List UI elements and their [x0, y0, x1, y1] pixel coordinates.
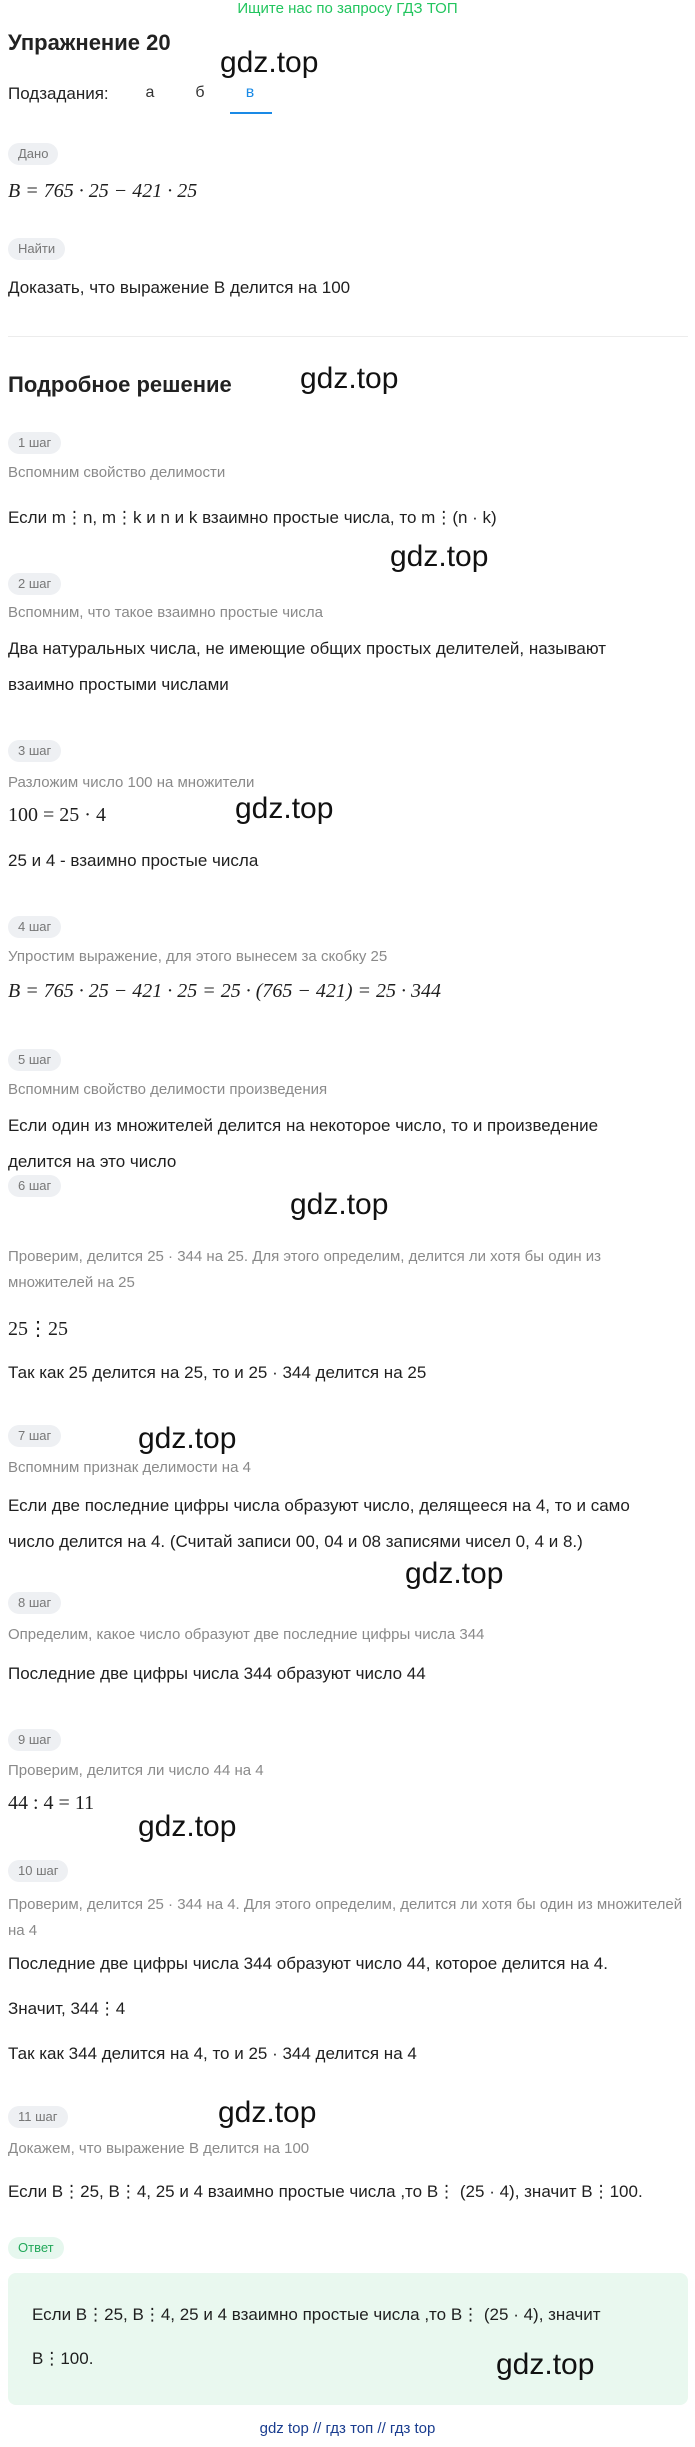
- tab-v[interactable]: в: [245, 84, 255, 101]
- find-badge: Найти: [8, 238, 65, 260]
- step-line: делится на это число: [8, 1152, 177, 1171]
- tab-a[interactable]: а: [145, 84, 155, 101]
- step-line: число делится на 4. (Считай записи 00, 04 и 08 записями чисел 0, 4 и 8.): [8, 1532, 583, 1551]
- given-badge: Дано: [8, 143, 58, 165]
- given-formula: B = 765 · 25 − 421 · 25: [8, 180, 198, 202]
- step-line: Если m⋮n, m⋮k и n и k взаимно простые числа, то m⋮(n · k): [8, 508, 497, 527]
- step-hint: Упростим выражение, для этого вынесем за скобку 25: [8, 948, 388, 965]
- step-formula: B = 765 · 25 − 421 · 25 = 25 · (765 − 421) = 25 · 344: [8, 980, 442, 1002]
- step-hint: Проверим, делится 25 · 344 на 25. Для этого определим, делится ли хотя бы один из множителей на 25: [8, 1248, 602, 1291]
- active-tab-indicator: [230, 112, 272, 114]
- solution-title: Подробное решение: [8, 372, 232, 397]
- step-line: 25 и 4 - взаимно простые числа: [8, 851, 259, 870]
- find-text: Доказать, что выражение B делится на 100: [8, 278, 351, 297]
- answer-box: [8, 2273, 688, 2405]
- answer-line: B⋮100.: [32, 2349, 94, 2368]
- divider: [8, 336, 688, 337]
- step-badge: 1 шаг: [8, 432, 61, 454]
- step-hint: Вспомним, что такое взаимно простые числа: [8, 604, 324, 621]
- page-title: Упражнение 20: [8, 30, 171, 55]
- watermark: gdz.top: [390, 540, 489, 573]
- step-hint: Вспомним свойство делимости произведения: [8, 1081, 328, 1098]
- watermark: gdz.top: [220, 46, 319, 79]
- step-badge: 6 шаг: [8, 1175, 61, 1197]
- watermark: gdz.top: [138, 1810, 237, 1843]
- step-badge: 10 шаг: [8, 1860, 68, 1882]
- tab-b[interactable]: б: [195, 84, 205, 101]
- step-badge: 8 шаг: [8, 1592, 61, 1614]
- step-hint: Вспомним признак делимости на 4: [8, 1459, 251, 1476]
- step-badge: 11 шаг: [8, 2106, 68, 2128]
- step-line: Если B⋮25, B⋮4, 25 и 4 взаимно простые числа ,то B⋮ (25 · 4), значит B⋮100.: [8, 2182, 643, 2201]
- step-hint: Вспомним свойство делимости: [8, 464, 226, 481]
- watermark: gdz.top: [405, 1557, 504, 1590]
- search-banner: Ищите нас по запросу ГДЗ ТОП: [237, 0, 458, 17]
- step-hint: Разложим число 100 на множители: [8, 774, 255, 791]
- step-hint: Определим, какое число образуют две последние цифры числа 344: [8, 1626, 485, 1643]
- watermark: gdz.top: [218, 2096, 317, 2129]
- subtask-tabs: [130, 80, 280, 116]
- watermark: gdz.top: [496, 2348, 595, 2381]
- watermark: gdz.top: [300, 362, 399, 395]
- watermark: gdz.top: [138, 1422, 237, 1455]
- step-line: Если один из множителей делится на некоторое число, то и произведение: [8, 1116, 599, 1135]
- step-line: Два натуральных числа, не имеющие общих простых делителей, называют: [8, 639, 606, 658]
- step-badge: 2 шаг: [8, 573, 61, 595]
- step-badge: 5 шаг: [8, 1049, 61, 1071]
- step-line: Последние две цифры числа 344 образуют число 44: [8, 1664, 426, 1683]
- step-badge: 3 шаг: [8, 740, 61, 762]
- watermark: gdz.top: [235, 792, 334, 825]
- step-hint: Докажем, что выражение B делится на 100: [8, 2140, 310, 2157]
- watermark: gdz.top: [290, 1188, 389, 1221]
- step-badge: 4 шаг: [8, 916, 61, 938]
- step-formula: 100 = 25 · 4: [8, 804, 106, 826]
- step-badge: 9 шаг: [8, 1729, 61, 1751]
- step-line: Если две последние цифры числа образуют число, делящееся на 4, то и само: [8, 1496, 630, 1515]
- step-hint: Проверим, делится 25 · 344 на 4. Для этого определим, делится ли хотя бы один из множителей на 4: [8, 1896, 683, 1939]
- step-formula: 44 : 4 = 11: [8, 1792, 95, 1814]
- subtasks-label: Подзадания:: [8, 84, 109, 103]
- step-line: Так как 25 делится на 25, то и 25 · 344 делится на 25: [8, 1363, 427, 1382]
- step-line: Значит, 344⋮4: [8, 1999, 126, 2018]
- step-formula: 25⋮25: [8, 1318, 68, 1340]
- footer-links: gdz top // гдз топ // гдз top: [259, 2420, 436, 2437]
- step-line: взаимно простыми числами: [8, 675, 229, 694]
- step-line: Последние две цифры числа 344 образуют число 44, которое делится на 4.: [8, 1954, 608, 1973]
- answer-badge: Ответ: [8, 2237, 64, 2259]
- step-badge: 7 шаг: [8, 1425, 61, 1447]
- step-hint: Проверим, делится ли число 44 на 4: [8, 1762, 264, 1779]
- step-line: Так как 344 делится на 4, то и 25 · 344 делится на 4: [8, 2044, 417, 2063]
- answer-line: Если B⋮25, B⋮4, 25 и 4 взаимно простые числа ,то B⋮ (25 · 4), значит: [32, 2305, 601, 2324]
